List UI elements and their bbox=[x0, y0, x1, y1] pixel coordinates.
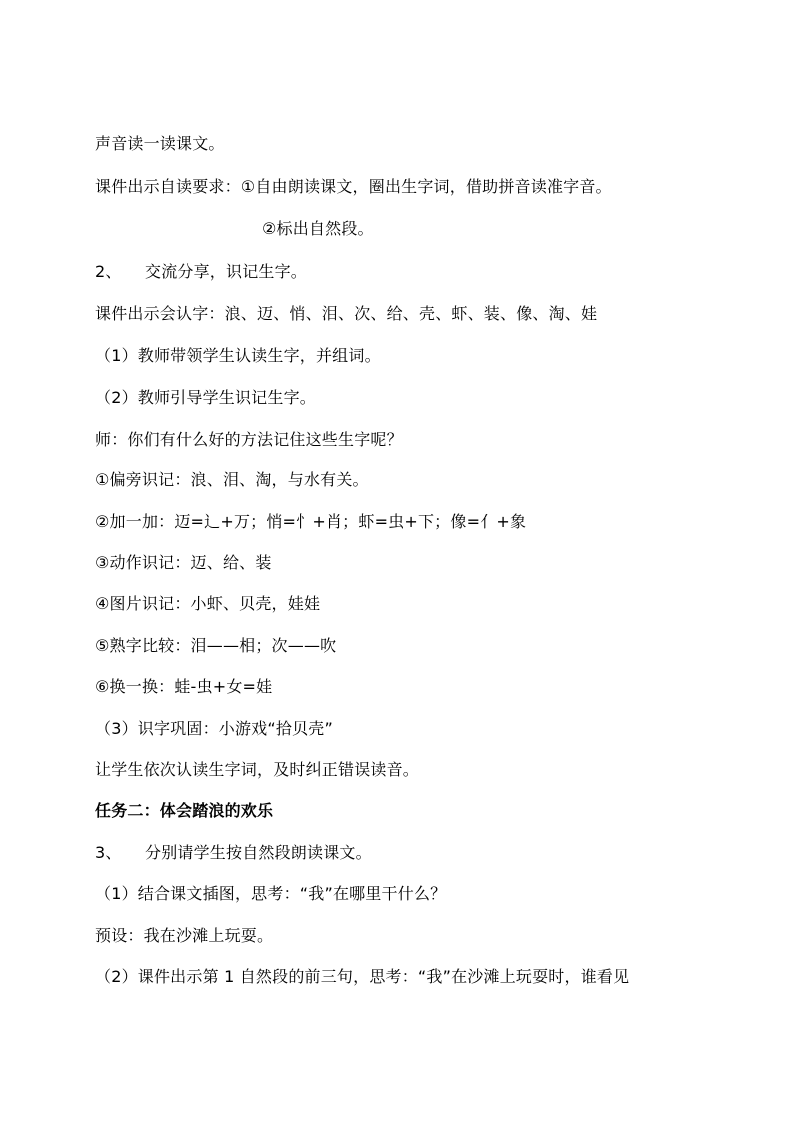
text-line: ①偏旁识记：浪、泪、淘，与水有关。 bbox=[95, 470, 369, 489]
text-line: 让学生依次认读生字词，及时纠正错误读音。 bbox=[95, 760, 420, 779]
text-line: 课件出示自读要求：①自由朗读课文，圈出生字词，借助拼音读准字音。 bbox=[95, 177, 612, 196]
item-text: 分别请学生按自然段朗读课文。 bbox=[145, 843, 372, 862]
text-line: （2）课件出示第 1 自然段的前三句，思考：“我”在沙滩上玩耍时，谁看见 bbox=[95, 967, 630, 986]
text-line: ②标出自然段。 bbox=[262, 219, 374, 238]
text-line: ②加一加：迈=辶+万；悄=忄+肖；虾=虫+下；像=亻+象 bbox=[95, 512, 527, 531]
item-number: 2、 bbox=[95, 262, 122, 281]
text-line: （1）结合课文插图，思考：“我”在哪里干什么？ bbox=[95, 884, 447, 903]
text-line: （2）教师引导学生识记生字。 bbox=[95, 388, 316, 407]
section-heading: 任务二：体会踏浪的欢乐 bbox=[95, 801, 274, 820]
numbered-heading bbox=[95, 262, 307, 282]
text-line: 预设：我在沙滩上玩耍。 bbox=[95, 926, 274, 945]
text-line: 课件出示会认字：浪、迈、悄、泪、次、给、壳、虾、装、像、淘、娃 bbox=[95, 304, 598, 323]
numbered-heading bbox=[95, 843, 372, 863]
text-line: 声音读一读课文。 bbox=[95, 134, 225, 153]
text-line: ④图片识记：小虾、贝壳，娃娃 bbox=[95, 594, 321, 613]
text-line: （3）识字巩固：小游戏“拾贝壳” bbox=[95, 719, 333, 738]
text-line: ⑤熟字比较：泪——相；次——吹 bbox=[95, 636, 337, 655]
text-line: （1）教师带领学生认读生字，并组词。 bbox=[95, 346, 381, 365]
text-line: ③动作识记：迈、给、装 bbox=[95, 553, 272, 572]
text-line: 师：你们有什么好的方法记住这些生字呢？ bbox=[95, 430, 403, 449]
item-text: 交流分享，识记生字。 bbox=[145, 262, 308, 281]
item-number: 3、 bbox=[95, 843, 122, 862]
text-line: ⑥换一换：蛙-虫+女=娃 bbox=[95, 677, 273, 696]
